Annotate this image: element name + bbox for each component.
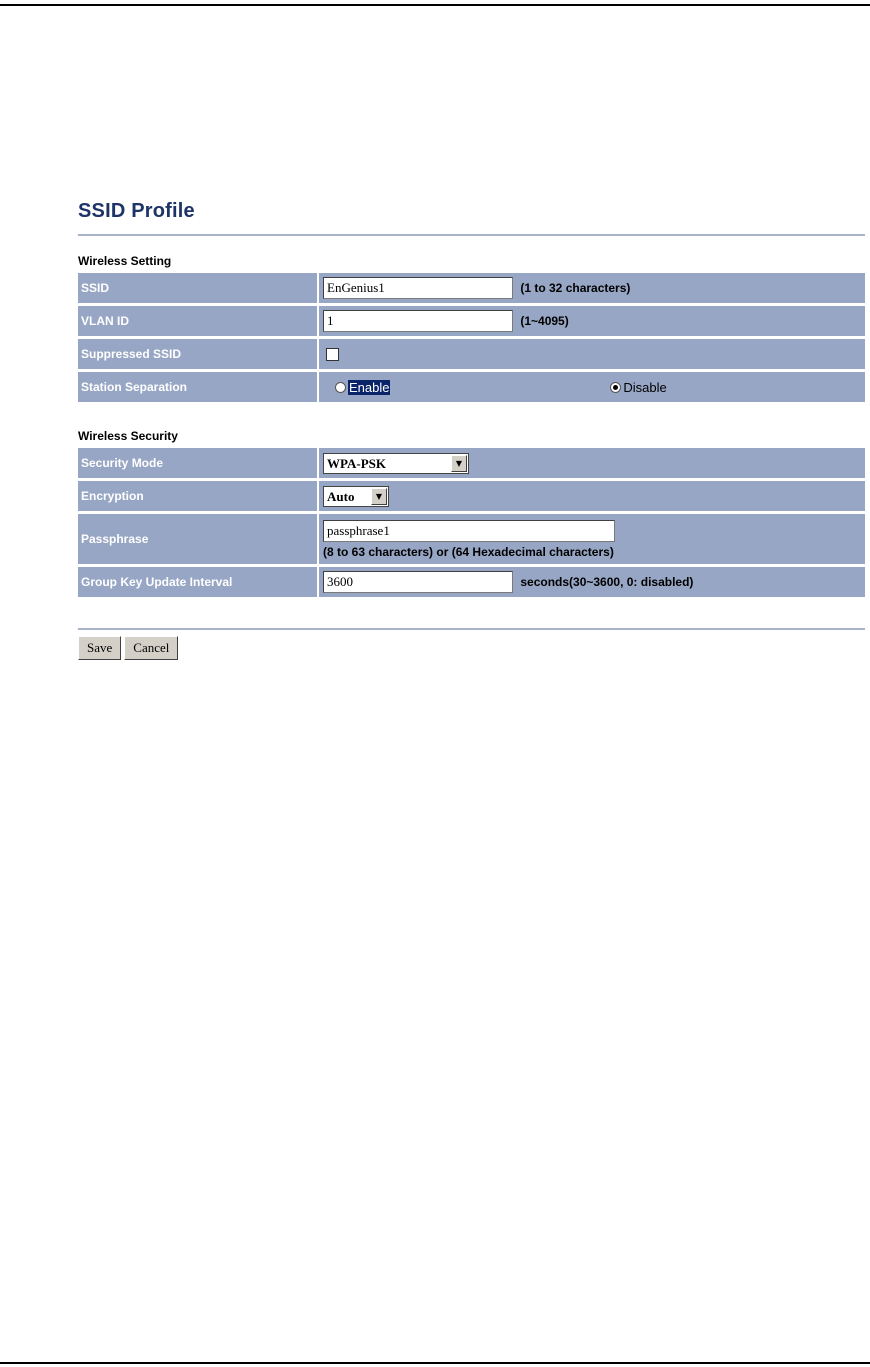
wireless-setting-table (78, 270, 865, 405)
passphrase-row (78, 514, 865, 564)
ssid-profile-panel (78, 200, 865, 662)
chevron-down-icon[interactable]: ▼ (451, 455, 467, 472)
group-key-input[interactable] (323, 571, 513, 593)
encryption-label: Encryption (78, 481, 317, 511)
security-mode-select[interactable] (323, 453, 469, 474)
save-button[interactable]: Save (78, 636, 121, 660)
disable-radio-label[interactable]: Disable (623, 379, 667, 395)
ssid-row (78, 273, 865, 303)
page-title: SSID Profile (78, 200, 195, 222)
top-page-rule (0, 4, 870, 6)
vlan-id-row (78, 306, 865, 336)
vlan-id-label: VLAN ID (78, 306, 317, 336)
wireless-security-table (78, 445, 865, 600)
encryption-row (78, 481, 865, 511)
station-separation-label: Station Separation (78, 372, 317, 402)
cancel-button[interactable]: Cancel (124, 636, 178, 660)
wireless-security-heading: Wireless Security (78, 429, 178, 443)
chevron-down-icon[interactable]: ▼ (371, 488, 387, 505)
security-mode-label: Security Mode (78, 448, 317, 478)
suppressed-ssid-label: Suppressed SSID (78, 339, 317, 369)
suppressed-ssid-row (78, 339, 865, 369)
ssid-label: SSID (78, 273, 317, 303)
security-mode-row (78, 448, 865, 478)
vlan-id-input[interactable] (323, 310, 513, 332)
passphrase-input[interactable] (323, 520, 615, 542)
group-key-label: Group Key Update Interval (78, 567, 317, 597)
action-buttons (78, 636, 865, 662)
group-key-hint: seconds(30~3600, 0: disabled) (520, 575, 694, 589)
bottom-page-rule (0, 1362, 870, 1364)
actions-divider (78, 628, 865, 630)
disable-radio[interactable] (610, 382, 621, 393)
vlan-id-hint: (1~4095) (520, 314, 569, 328)
wireless-setting-heading: Wireless Setting (78, 254, 172, 268)
encryption-value: Auto (327, 488, 355, 504)
suppressed-ssid-checkbox[interactable] (326, 348, 339, 361)
enable-radio[interactable] (335, 382, 346, 393)
passphrase-hint: (8 to 63 characters) or (64 Hexadecimal characters) (323, 545, 614, 559)
ssid-hint: (1 to 32 characters) (520, 281, 631, 295)
encryption-select[interactable] (323, 486, 389, 507)
security-mode-value: WPA-PSK (327, 455, 386, 471)
group-key-row (78, 567, 865, 597)
station-separation-row (78, 372, 865, 402)
title-divider (78, 234, 865, 236)
enable-radio-label[interactable]: Enable (349, 379, 390, 395)
ssid-input[interactable] (323, 277, 513, 299)
passphrase-label: Passphrase (78, 514, 317, 564)
